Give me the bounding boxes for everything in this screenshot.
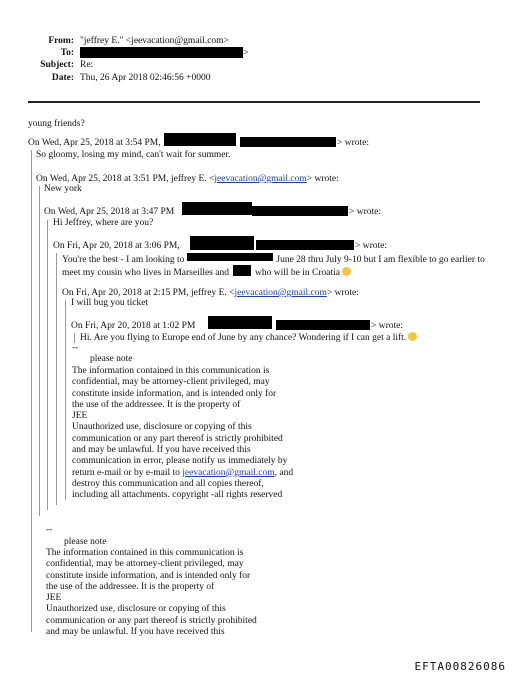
quote6-text-content: Hi. Are you flying to Europe end of June by any chance? Wondering if I can get a lift. [80,333,407,343]
quote4-line2 [62,265,351,279]
sig2-line: and may be unlawful. If you have received this [46,627,225,638]
quote3-attribution: On Wed, Apr 25, 2018 at 3:47 PM [44,207,175,217]
date-value: Thu, 26 Apr 2018 02:46:56 +0000 [80,73,211,83]
sig2-dashes: -- [46,525,53,535]
quote-bar-5 [65,300,66,500]
sig1-after-link: , and [274,467,294,478]
sig2-line: the use of the addressee. It is the property of [46,581,215,592]
smile-emoji-icon [408,332,417,341]
sig1-line: including all attachments. copyright -all rights reserved [72,490,283,501]
from-label: From: [48,36,74,46]
quote1-text: So gloomy, losing my mind, can't wait for summer. [36,150,231,160]
reply-text: young friends? [28,119,85,129]
sig1-note: please note [90,354,133,364]
redaction-q6-name [208,316,272,329]
sig2-line: The information contained in this communication is [46,548,244,558]
quote5-attr-a: On Fri, Apr 20, 2018 at 2:15 PM, jeffrey E. < [62,288,235,298]
sig1-line: JEE [72,411,88,422]
redaction-q4-name [190,236,254,250]
sig2-note: please note [64,537,107,547]
redaction-to [80,47,243,58]
sig1-line: Unauthorized use, disclosure or copying of this [72,422,252,433]
redaction-q3-email [252,206,348,216]
sig1-line: destroy this communication and all copies thereof, [72,478,264,489]
redaction-q1-name [164,133,236,146]
quote3-wrote: > wrote: [349,207,382,217]
quote4-attribution: On Fri, Apr 20, 2018 at 3:06 PM, [53,241,180,251]
sig2-line: JEE [46,593,62,604]
header-divider [28,101,480,103]
quote4-line2-a: meet my cousin who lives in Marseilles and [62,268,230,278]
subject-label: Subject: [40,60,74,70]
sig1-body [72,366,293,502]
quote3-text: Hi Jeffrey, where are you? [53,218,154,228]
quote2-text: New york [44,184,82,194]
quote-bar-6 [74,333,75,343]
quote1-wrote: > wrote: [337,138,370,148]
quote5-attr-b: > wrote: [326,288,359,298]
quote6-attribution: On Fri, Apr 20, 2018 at 1:02 PM [71,321,196,331]
sig2-line: Unauthorized use, disclosure or copying of this [46,604,226,615]
quote5-email-link[interactable]: jeevacation@gmail.com [234,288,327,298]
quote1-attribution: On Wed, Apr 25, 2018 at 3:54 PM, [28,138,161,148]
subject-value: Re: [80,60,94,70]
quote4-line1-b: June 28 thru July 9-10 but I am flexible to go earlier to [276,255,485,265]
sig1-line-text: return e-mail or by e-mail to [72,467,180,478]
sig1-dashes: -- [72,343,79,353]
quote4-wrote: > wrote: [355,241,388,251]
quote-bar-4 [56,253,57,505]
quote6-text [80,332,417,344]
to-label: To: [60,48,74,58]
document-id: EFTA00826086 [414,660,506,673]
quote4-line2-b: who will be in Croatia [255,268,340,278]
sig1-line: communication or any part thereof is strictly prohibited [72,433,283,444]
sig1-line-with-link [72,468,293,479]
sig1-line: and may be unlawful. If you have received this [72,445,251,456]
sig2-line: confidential, may be attorney-client privileged, may [46,559,244,570]
sig2-line: communication or any part thereof is strictly prohibited [46,615,257,626]
quote-bar-2 [39,186,40,516]
sig2-body [46,548,257,638]
quote5-text: I will bug you ticket [71,298,149,308]
date-label: Date: [51,73,74,83]
sig1-line: The information contained in this communication is [72,366,270,376]
redaction-q4-line1 [187,253,273,261]
sig2-line: constitute inside information, and is intended only for [46,570,251,581]
redaction-q4-email [256,240,354,250]
redaction-q6-email [276,320,370,330]
redaction-q4-line2 [233,265,251,276]
redaction-q1-email [240,137,336,147]
from-value: "jeffrey E." <jeevacation@gmail.com> [80,36,229,46]
quote-bar-3 [47,220,48,510]
sig1-line: communication in error, please notify us immediately by [72,456,288,467]
quote2-attr-a: On Wed, Apr 25, 2018 at 3:51 PM, jeffrey E. < [36,174,215,184]
quote4-line1-a: You're the best - I am looking to [62,255,185,265]
redaction-q3-name [182,202,252,215]
quote6-wrote: > wrote: [371,321,404,331]
quote-bar-1 [31,150,32,632]
sig1-line: constitute inside information, and is intended only for [72,388,277,399]
sig1-line: the use of the addressee. It is the property of [72,399,241,410]
to-value: > [243,48,249,58]
sig1-email-link[interactable]: jeevacation@gmail.com [182,467,275,478]
sig1-line: confidential, may be attorney-client privileged, may [72,377,270,388]
quote2-email-link[interactable]: jeevacation@gmail.com [214,174,307,184]
quote2-attr-b: > wrote: [306,174,339,184]
wink-emoji-icon [342,267,351,276]
